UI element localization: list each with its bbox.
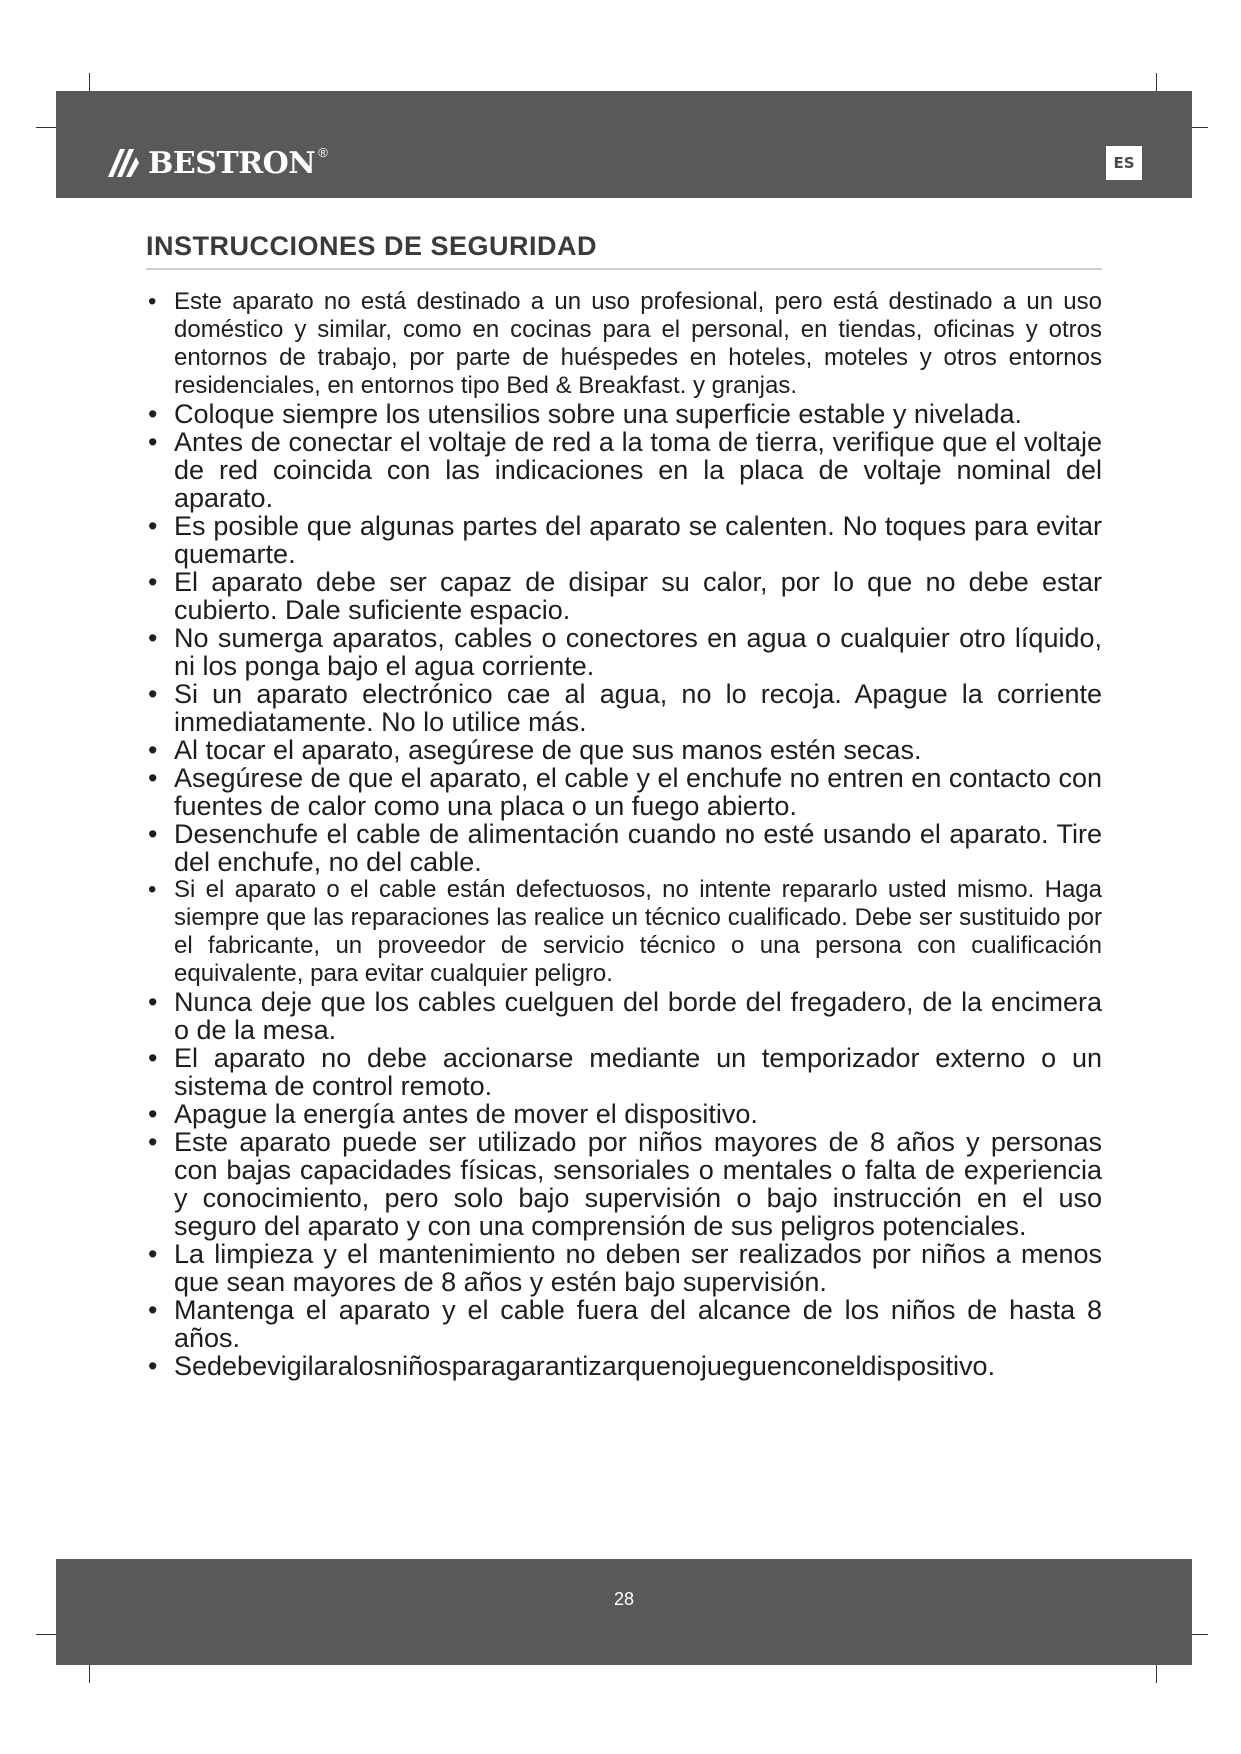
list-item: • Desenchufe el cable de alimentación cuando no esté usando el aparato. Tire del enchufe, no del cable.: [146, 820, 1102, 876]
title-divider: [146, 268, 1102, 270]
list-item: • Este aparato puede ser utilizado por niños mayores de 8 años y personas con bajas capacidades físicas, sensoriales o mentales o falta de experiencia y conocimiento, pero solo bajo supervisión o bajo instrucción en el uso seguro del aparato y con una comprensión de sus peligros potenciales.: [146, 1128, 1102, 1240]
list-item: • Al tocar el aparato, asegúrese de que sus manos estén secas.: [146, 736, 1102, 764]
list-item: • Si el aparato o el cable están defectuosos, no intente repararlo usted mismo. Haga siempre que las reparaciones las realice un técnico cualificado. Debe ser sustituido por el fabricante, un proveedor de servicio técnico o una persona con cualificación equivalente, para evitar cualquier peligro.: [146, 876, 1102, 988]
list-item: • La limpieza y el mantenimiento no deben ser realizados por niños a menos que sean mayores de 8 años y estén bajo supervisión.: [146, 1240, 1102, 1296]
registered-mark: ®: [318, 145, 328, 160]
list-item: • Coloque siempre los utensilios sobre una superficie estable y nivelada.: [146, 400, 1102, 428]
safety-instructions: [146, 288, 1102, 1380]
list-item: • No sumerga aparatos, cables o conectores en agua o cualquier otro líquido, ni los ponga bajo el agua corriente.: [146, 624, 1102, 680]
list-item: • Este aparato no está destinado a un uso profesional, pero está destinado a un uso doméstico y similar, como en cocinas para el personal, en tiendas, oficinas y otros entornos de trabajo, por parte de huéspedes en hoteles, moteles y otros entornos residenciales, en entornos tipo Bed & Breakfast. y granjas.: [146, 288, 1102, 400]
list-item: • Si un aparato electrónico cae al agua, no lo recoja. Apague la corriente inmediatamente. No lo utilice más.: [146, 680, 1102, 736]
list-item: • Apague la energía antes de mover el dispositivo.: [146, 1100, 1102, 1128]
footer-bar: [56, 1559, 1192, 1665]
list-item: • Es posible que algunas partes del aparato se calenten. No toques para evitar quemarte.: [146, 512, 1102, 568]
brand-logo: [106, 143, 328, 183]
list-item: • Mantenga el aparato y el cable fuera del alcance de los niños de hasta 8 años.: [146, 1296, 1102, 1352]
language-badge: ES: [1106, 146, 1142, 180]
list-item: • Nunca deje que los cables cuelguen del borde del fregadero, de la encimera o de la mesa.: [146, 988, 1102, 1044]
list-item: • El aparato debe ser capaz de disipar su calor, por lo que no debe estar cubierto. Dale suficiente espacio.: [146, 568, 1102, 624]
brand-name: BESTRON: [148, 145, 316, 181]
page-title: INSTRUCCIONES DE SEGURIDAD: [146, 231, 598, 261]
header-bar: [56, 91, 1192, 198]
list-item: • Asegúrese de que el aparato, el cable y el enchufe no entren en contacto con fuentes de calor como una placa o un fuego abierto.: [146, 764, 1102, 820]
list-item: • Sedebevigilaralosniñosparagarantizarquenojueguenconeldispositivo.: [146, 1352, 1102, 1380]
bestron-chevron-logo-icon: [106, 143, 140, 183]
instruction-list: [146, 288, 1102, 1380]
list-item: • El aparato no debe accionarse mediante un temporizador externo o un sistema de control remoto.: [146, 1044, 1102, 1100]
page-number: 28: [613, 1589, 635, 1609]
list-item: • Antes de conectar el voltaje de red a la toma de tierra, verifique que el voltaje de red coincida con las indicaciones en la placa de voltaje nominal del aparato.: [146, 428, 1102, 512]
